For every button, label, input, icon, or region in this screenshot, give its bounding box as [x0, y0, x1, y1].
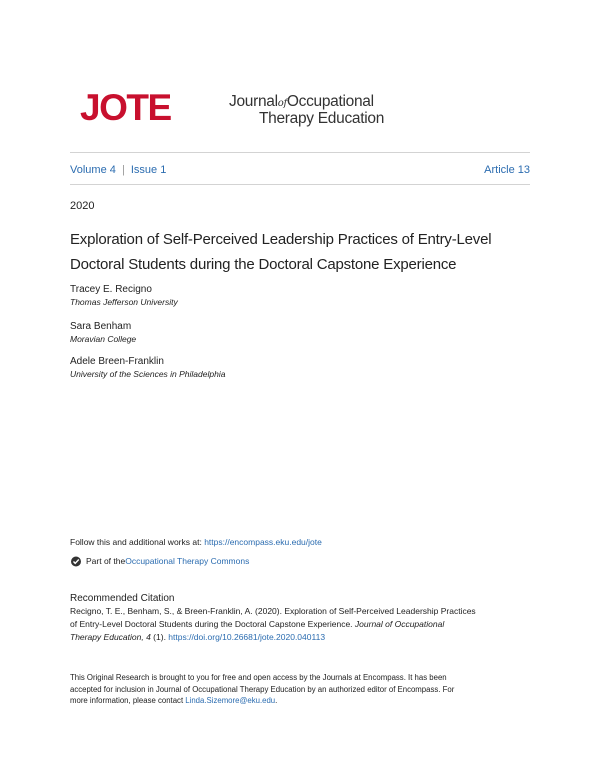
issue-link[interactable]: Issue 1	[130, 164, 167, 176]
jote-logo: JOTE	[80, 87, 171, 128]
doi-link[interactable]: https://doi.org/10.26681/jote.2020.040113	[168, 632, 326, 642]
title-line: Doctoral Students during the Doctoral Capstone Experience	[70, 256, 457, 273]
divider	[70, 152, 530, 153]
discipline-link[interactable]: Occupational Therapy Commons	[125, 555, 250, 566]
author-name: Sara Benham	[70, 321, 132, 332]
journal-name	[229, 94, 384, 126]
citation-line: Recigno, T. E., Benham, S., & Breen-Franklin, A. (2020). Exploration of Self-Perceived Leadership Practices	[70, 606, 476, 616]
article-link[interactable]: Article 13	[484, 164, 530, 176]
open-access-icon	[70, 555, 82, 567]
access-statement	[70, 672, 532, 707]
journal-name-line2: Therapy Education	[259, 110, 385, 127]
repository-link[interactable]: https://encompass.eku.edu/jote	[204, 537, 322, 547]
statement-line: accepted for inclusion in Journal of Occupational Therapy Education by an authorized editor of Encompass. For	[70, 684, 455, 694]
follow-line	[70, 537, 322, 548]
article-title	[70, 227, 530, 277]
divider	[70, 184, 530, 185]
contact-email-link[interactable]: Linda.Sizemore@eku.edu	[185, 696, 276, 705]
citation-journal: Journal of Occupational	[354, 619, 445, 629]
author-name: Tracey E. Recigno	[70, 284, 152, 295]
partof-line	[70, 555, 249, 567]
citation-text	[70, 605, 532, 644]
author-name: Adele Breen-Franklin	[70, 356, 164, 367]
publication-year: 2020	[70, 200, 95, 212]
volume-link[interactable]: Volume 4	[70, 164, 116, 176]
author-affiliation: University of the Sciences in Philadelphia	[70, 369, 226, 379]
title-line: Exploration of Self-Perceived Leadership Practices of Entry-Level	[70, 231, 492, 248]
journal-name-word: Occupational	[286, 93, 374, 110]
partof-prefix: Part of the	[86, 555, 126, 566]
volume-issue	[70, 163, 166, 177]
citation-line: of Entry-Level Doctoral Students during the Doctoral Capstone Experience. Journal of Occupational	[70, 619, 445, 629]
separator: |	[121, 164, 125, 176]
statement-line: more information, please contact Linda.Sizemore@eku.edu.	[70, 696, 278, 705]
author-affiliation: Moravian College	[70, 334, 137, 344]
citation-journal: Therapy Education, 4	[70, 632, 151, 642]
citation-line: Therapy Education, 4 (1). https://doi.org/10.26681/jote.2020.040113	[70, 632, 326, 642]
journal-name-word: Journal	[229, 93, 278, 110]
recommended-citation-heading: Recommended Citation	[70, 593, 175, 604]
statement-line: This Original Research is brought to you for free and open access by the Journals at Encompass. It has been	[70, 673, 447, 682]
author-affiliation: Thomas Jefferson University	[70, 297, 178, 307]
follow-prefix: Follow this and additional works at:	[70, 537, 205, 547]
journal-name-of: of	[277, 98, 287, 109]
